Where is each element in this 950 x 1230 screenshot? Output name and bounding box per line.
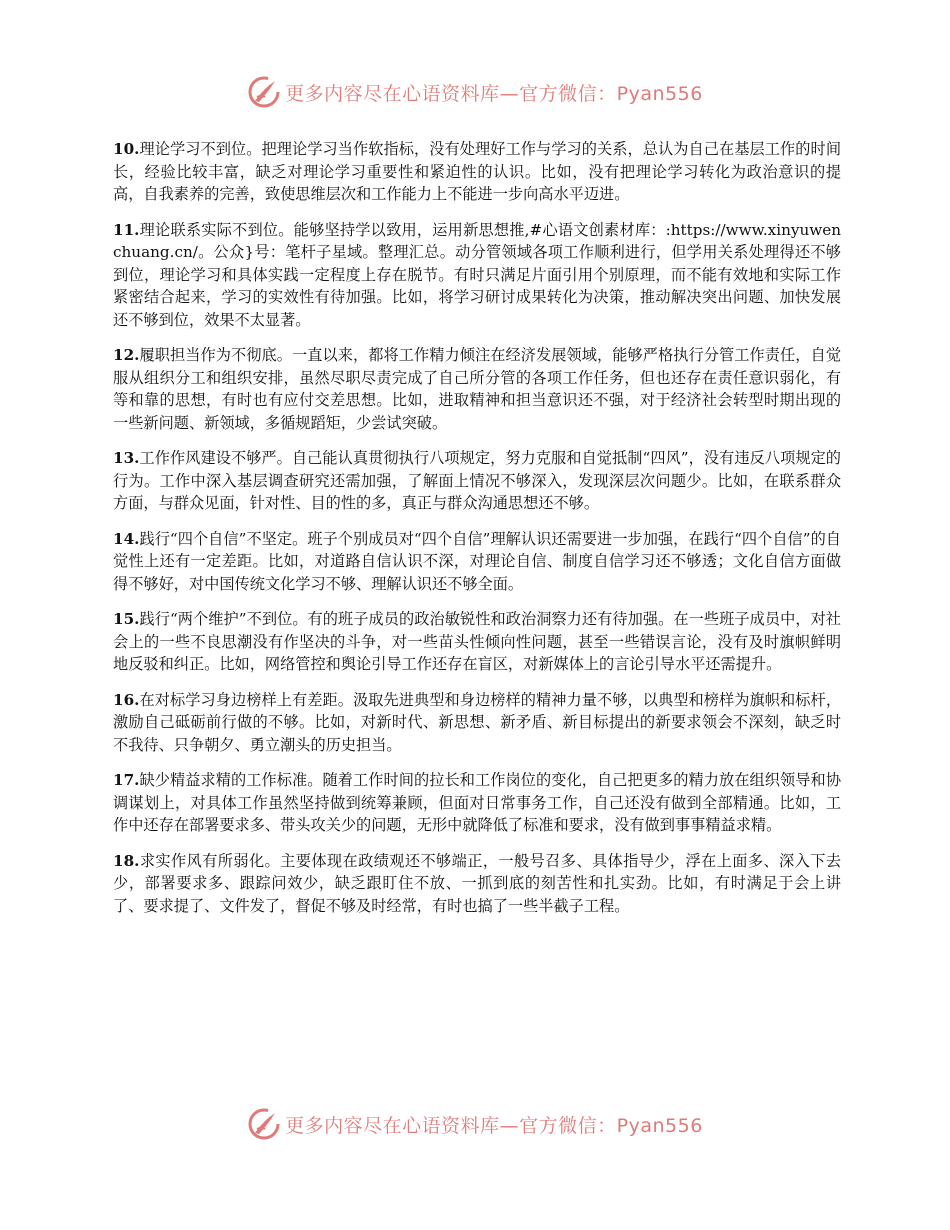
item-number: 15.: [113, 610, 140, 628]
item-number: 12.: [113, 346, 140, 364]
paragraph-text: 理论联系实际不到位。能够坚持学以致用，运用新思想推,#心语文创素材库：:https://www.xinyuwenchuang.cn/。公众}号：笔杆子星域。整理汇总。动分管领域各项工作顺利进行，但学用关系处理得还不够到位，理论学习和具体实践一定程度上存在脱节。有时只满足片面引用个别原理，而不能有效地和实际工作紧密结合起来，学习的实效性有待加强。比如，将学习研讨成果转化为决策，推动解决突出问题、加快发展还不够到位，效果不太显著。: [113, 220, 841, 329]
paragraph: [113, 219, 841, 332]
item-number: 16.: [113, 690, 140, 709]
paragraph-text: 在对标学习身边榜样上有差距。汲取先进典型和身边榜样的精神力量不够，以典型和榜样为旗帜和标杆，激励自己砥砺前行做的不够。比如，对新时代、新思想、新矛盾、新目标提出的新要求领会不深刻，缺乏时不我待、只争朝夕、勇立潮头的历史担当。: [113, 690, 841, 754]
paragraph-text: 践行“四个自信”不坚定。班子个别成员对“四个自信”理解认识还需要进一步加强，在践行“四个自信”的自觉性上还有一定差距。比如，对道路自信认识不深，对理论自信、制度自信学习还不够透；文化自信方面做得不够好，对中国传统文化学习不够、理解认识还不够全面。: [113, 529, 841, 593]
paragraph-text: 履职担当作为不彻底。一直以来，都将工作精力倾注在经济发展领域，能够严格执行分管工作责任，自觉服从组织分工和组织安排，虽然尽职尽责完成了自己所分管的各项工作任务，但也还存在责任意识弱化，有等和靠的思想，有时也有应付交差思想。比如，进取精神和担当意识还不强，对于经济社会转型时期出现的一些新问题、新领域，多循规蹈矩，少尝试突破。: [113, 346, 841, 432]
item-number: 17.: [113, 771, 140, 789]
brush-logo-icon: [247, 75, 281, 109]
paragraph-text: 工作作风建设不够严。自己能认真贯彻执行八项规定，努力克服和自觉抵制“四风”，没有违反八项规定的行为。工作中深入基层调查研究还需加强，了解面上情况不够深入，发现深层次问题少。比如，在联系群众方面，与群众见面，针对性、目的性的多，真正与群众沟通思想还不够。: [113, 449, 841, 512]
footer-banner: [0, 1104, 950, 1144]
paragraph: [113, 344, 841, 434]
paragraph: [113, 608, 841, 676]
paragraph-text: 践行“两个维护”不到位。有的班子成员的政治敏锐性和政治洞察力还有待加强。在一些班子成员中，对社会上的一些不良思潮没有作坚决的斗争，对一些苗头性倾向性问题，甚至一些错误言论，没有及时旗帜鲜明地反驳和纠正。比如，网络管控和舆论引导工作还存在盲区，对新媒体上的言论引导水平还需提升。: [113, 610, 841, 673]
item-number: 18.: [113, 851, 140, 870]
document-body: [113, 138, 841, 930]
paragraph: [113, 850, 841, 918]
paragraph: [113, 769, 841, 837]
item-number: 10.: [113, 140, 140, 158]
paragraph: [113, 528, 841, 596]
paragraph: [113, 689, 841, 757]
paragraph: [113, 138, 841, 206]
banner-text: 更多内容尽在心语资料库—官方微信：Pyan556: [285, 82, 703, 105]
brush-logo-icon: [247, 1107, 281, 1141]
paragraph-text: 求实作风有所弱化。主要体现在政绩观还不够端正，一般号召多、具体指导少，浮在上面多、深入下去少，部署要求多、跟踪问效少，缺乏跟盯住不放、一抓到底的刻苦性和扎实劲。比如，有时满足于会上讲了、要求提了、文件发了，督促不够及时经常，有时也搞了一些半截子工程。: [113, 851, 841, 915]
item-number: 14.: [113, 529, 140, 548]
banner-text: 更多内容尽在心语资料库—官方微信：Pyan556: [285, 1114, 703, 1137]
paragraph-text: 理论学习不到位。把理论学习当作软指标，没有处理好工作与学习的关系，总认为自己在基层工作的时间长，经验比较丰富，缺乏对理论学习重要性和紧迫性的认识。比如，没有把理论学习转化为政治意识的提高，自我素养的完善，致使思维层次和工作能力上不能进一步向高水平迈进。: [113, 140, 841, 203]
header-banner: [0, 72, 950, 112]
paragraph-text: 缺少精益求精的工作标准。随着工作时间的拉长和工作岗位的变化，自己把更多的精力放在组织领导和协调谋划上，对具体工作虽然坚持做到统筹兼顾，但面对日常事务工作，自己还没有做到全部精通。比如，工作中还存在部署要求多、带头攻关少的问题，无形中就降低了标准和要求，没有做到事事精益求精。: [113, 771, 841, 834]
item-number: 13.: [113, 449, 140, 467]
item-number: 11.: [113, 220, 140, 239]
paragraph: [113, 447, 841, 515]
